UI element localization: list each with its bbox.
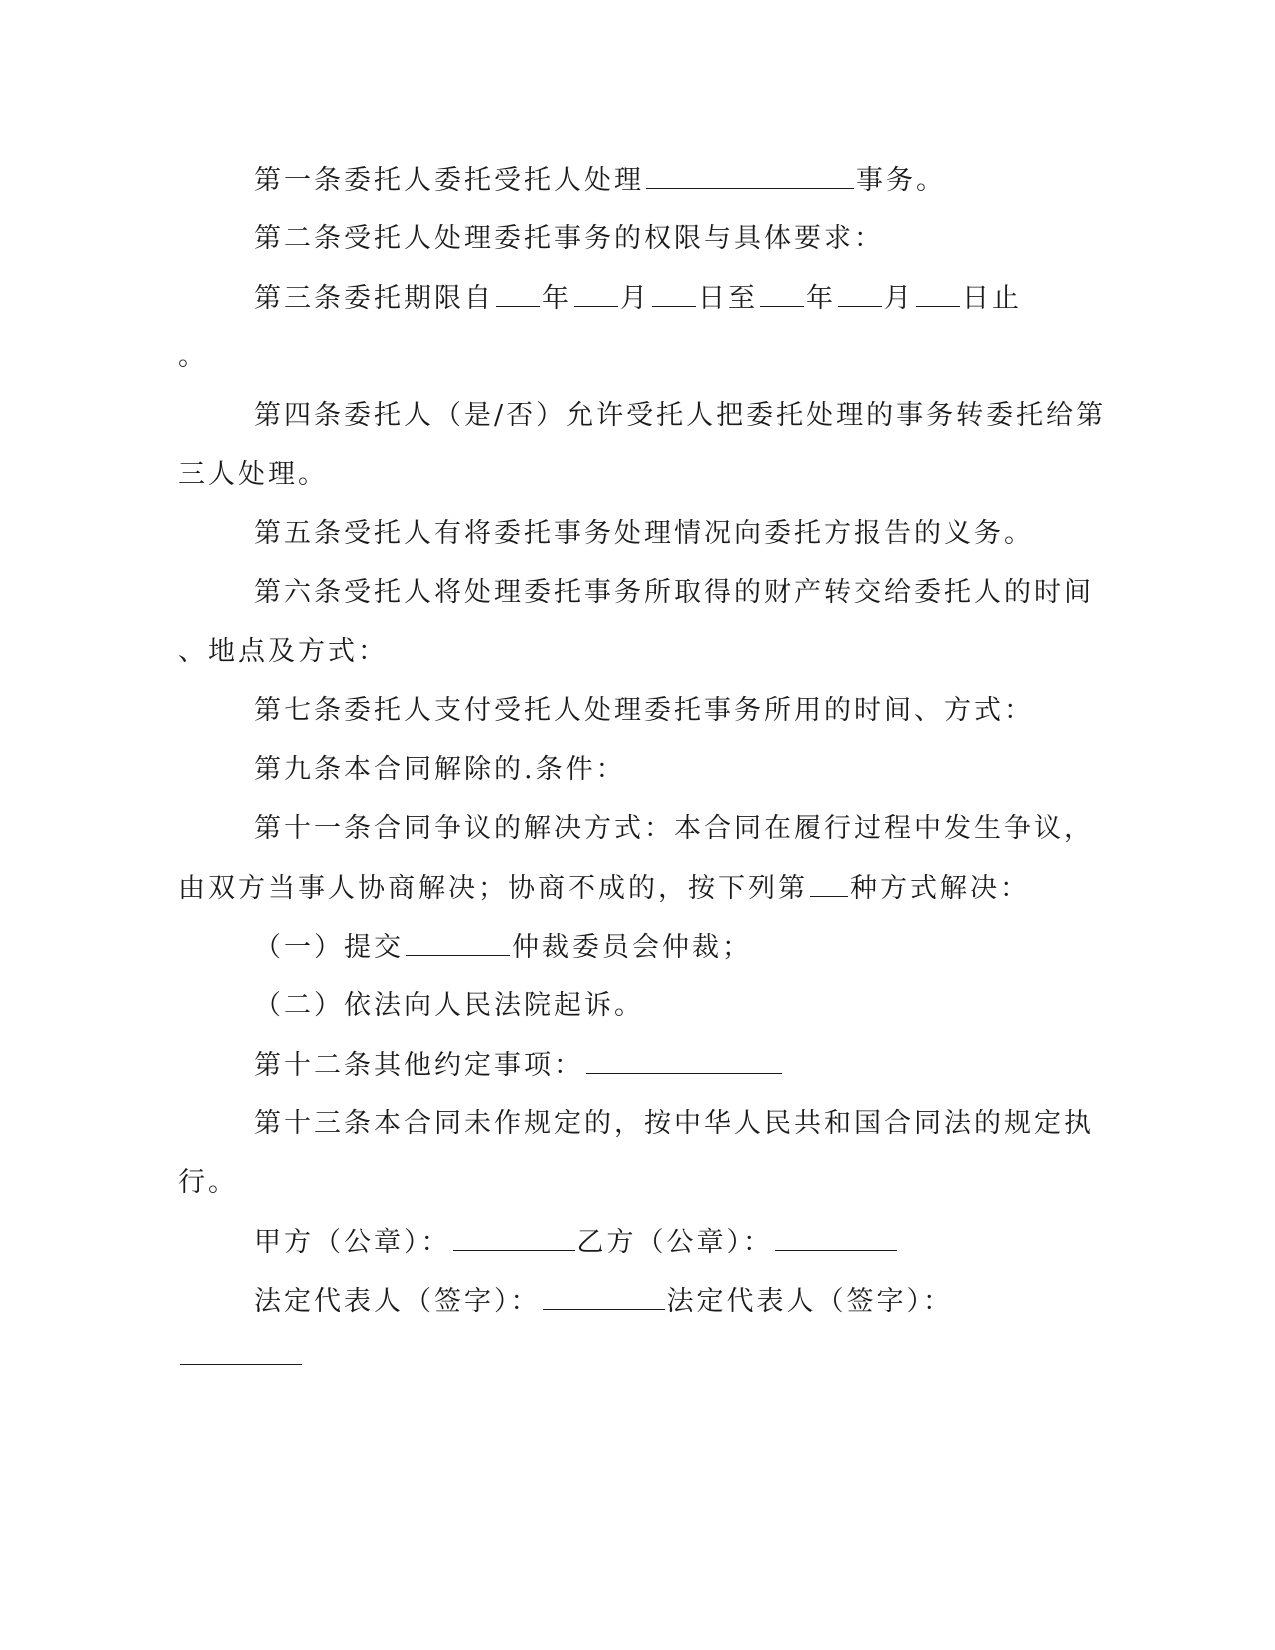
clause-13-text: 第十三条本合同未作规定的，按中华人民共和国合同法的规定执 (254, 1108, 1094, 1139)
clause-3-end (178, 339, 208, 375)
clause-5 (254, 516, 1034, 552)
clause-11-text-cont: 由双方当事人协商解决；协商不成的，按下列第 (178, 873, 808, 904)
clause-3-text: 第三条委托期限自 (254, 283, 494, 314)
year-label: 年 (806, 283, 836, 314)
clause-1-text: 第一条委托人委托受托人处理 (254, 165, 644, 196)
clause-13-text-cont: 行。 (178, 1167, 238, 1198)
clause-1-suffix: 事务。 (856, 165, 946, 196)
party-b-rep-label: 法定代表人（签字）： (666, 1286, 953, 1317)
day-end-label: 日止 (962, 283, 1022, 314)
option-2-text: （二）依法向人民法院起诉。 (254, 990, 644, 1021)
clause-11-line-2 (178, 870, 1030, 907)
clause-13-line-2 (178, 1165, 238, 1201)
clause-7-text: 第七条委托人支付受托人处理委托事务所用的时间、方式： (254, 695, 1034, 726)
clause-1 (254, 162, 946, 199)
end-day-blank[interactable] (916, 280, 960, 307)
clause-11-suffix: 种方式解决： (850, 873, 1030, 904)
end-month-blank[interactable] (838, 280, 882, 307)
clause-4-line-2 (178, 457, 328, 493)
clause-9 (254, 752, 626, 788)
start-year-blank[interactable] (496, 280, 540, 307)
day-to-label: 日至 (698, 283, 758, 314)
party-b-rep-blank[interactable] (180, 1338, 302, 1365)
party-a-rep-blank[interactable] (543, 1283, 665, 1310)
clause-12-text: 第十二条其他约定事项： (254, 1050, 584, 1081)
party-a-seal-label: 甲方（公章）： (254, 1227, 451, 1258)
option-2 (254, 988, 644, 1024)
other-matters-blank[interactable] (586, 1047, 782, 1074)
clause-6-text-cont: 、地点及方式： (178, 636, 388, 667)
party-b-seal-blank[interactable] (775, 1224, 897, 1251)
start-day-blank[interactable] (652, 280, 696, 307)
option-1 (254, 929, 752, 966)
month-label: 月 (884, 283, 914, 314)
clause-4-line-1 (254, 398, 1106, 434)
clause-2 (254, 221, 884, 257)
clause-3 (254, 280, 1022, 317)
clause-6-line-2 (178, 634, 388, 670)
month-label: 月 (620, 283, 650, 314)
clause-2-text: 第二条受托人处理委托事务的权限与具体要求： (254, 223, 884, 254)
clause-9-text: 第九条本合同解除的.条件： (254, 754, 626, 785)
arbitration-committee-blank[interactable] (406, 929, 510, 956)
party-b-seal-label: 乙方（公章）： (576, 1227, 773, 1258)
clause-3-period: 。 (178, 341, 208, 372)
start-month-blank[interactable] (574, 280, 618, 307)
clause-11-text: 第十一条合同争议的解决方式：本合同在履行过程中发生争议， (254, 813, 1094, 844)
party-a-rep-label: 法定代表人（签字）： (254, 1286, 541, 1317)
party-a-seal-blank[interactable] (453, 1224, 575, 1251)
clause-13-line-1 (254, 1106, 1094, 1142)
matter-blank[interactable] (646, 162, 854, 189)
clause-4-text: 第四条委托人（是/否）允许受托人把委托处理的事务转委托给第 (254, 400, 1107, 431)
year-label: 年 (542, 283, 572, 314)
end-year-blank[interactable] (760, 280, 804, 307)
clause-6-line-1 (254, 575, 1094, 611)
clause-7 (254, 693, 1034, 729)
clause-11-line-1 (254, 811, 1094, 847)
option-1-suffix: 仲裁委员会仲裁； (512, 932, 752, 963)
clause-5-text: 第五条受托人有将委托事务处理情况向委托方报告的义务。 (254, 518, 1034, 549)
clause-4-text-cont: 三人处理。 (178, 459, 328, 490)
representative-line-cont (178, 1338, 304, 1375)
seal-line (254, 1224, 899, 1261)
clause-6-text: 第六条受托人将处理委托事务所取得的财产转交给委托人的时间 (254, 577, 1094, 608)
method-number-blank[interactable] (810, 870, 848, 897)
representative-line (254, 1283, 953, 1320)
option-1-text: （一）提交 (254, 932, 404, 963)
clause-12 (254, 1047, 784, 1084)
